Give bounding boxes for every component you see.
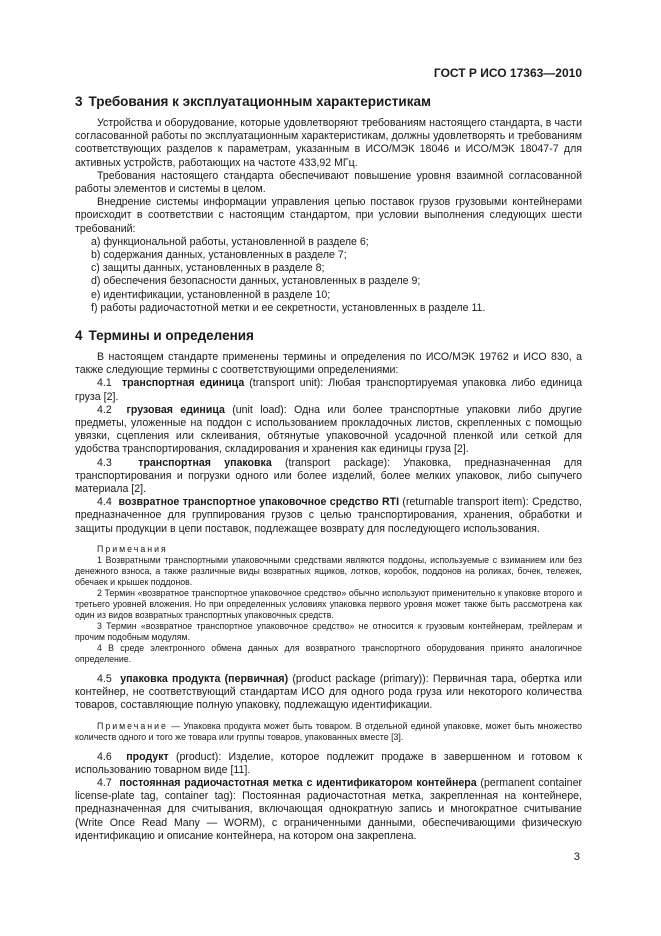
term-4-3 [75, 457, 582, 497]
paragraph: Внедрение системы информации управления цепью поставок грузов грузовыми контейнерами происходит в соответствии с настоящим стандартом, при условии выполнения следующих шести требований: [75, 196, 582, 235]
note-item [75, 721, 582, 743]
term-definition: (permanent container license-plate tag, container tag): Постоянная радиочастотная метка, закрепленная на контейнере, предназначенная для считывания, включающая однократную запись и многократное считывание (Write Once Read Many — WORM), с ограниченными данными, обеспечивающими физическую идентификацию и описание контейнера, на котором она закреплена. [75, 776, 582, 842]
notes-title: Примечания [97, 543, 168, 554]
list-item: b) содержания данных, установленных в разделе 7; [91, 249, 347, 262]
paragraph: Требования настоящего стандарта обеспечивают повышение уровня взаимной согласованной работы элементов и системы в целом. [75, 169, 582, 196]
note-label: Примечание [97, 720, 168, 731]
section-4-heading [75, 327, 582, 345]
term-name: грузовая единица [126, 403, 225, 416]
document-code: ГОСТ Р ИСО 17363—2010 [433, 66, 582, 80]
list-item: d) обеспечения безопасности данных, установленных в разделе 9; [91, 275, 421, 288]
list-item: f) работы радиочастотной метки и ее секретности, установленных в разделе 11. [91, 301, 486, 314]
term-definition: (transport package): Упаковка, предназначенная для транспортирования и погрузки одного или более изделий, более мелких упаковок, либо сыпучего материала [2]. [75, 456, 583, 496]
list-item: e) идентификации, установленной в разделе 10; [91, 288, 331, 301]
note-item: 3 Термин «возвратное транспортное упаковочное средство» не относится к грузовым контейнерам, трейлерам и прочим подобным модулям. [75, 620, 582, 642]
term-definition: (unit load): Одна или более транспортные упаковки либо другие предметы, уложенные на поддон с использованием прокладочных листов, скрепленных с помощью увязки, сцепления или склеивания, обтянутые упаковочной усадочной пленкой или сеткой для удобства транспортирования, складирования и хранения как единицы груза [2]. [75, 403, 583, 456]
term-4-6 [75, 751, 582, 777]
section-title: Термины и определения [88, 328, 254, 344]
list-item: a) функциональной работы, установленной в разделе 6; [91, 235, 369, 248]
term-4-1 [75, 377, 582, 403]
term-name: транспортная упаковка [138, 456, 272, 469]
section-title: Требования к эксплуатационным характеристикам [88, 94, 431, 109]
term-number: 4.4 [97, 496, 112, 509]
section-3-heading [75, 93, 582, 111]
page-content [75, 93, 582, 843]
paragraph: В настоящем стандарте применены термины и определения по ИСО/МЭК 19762 и ИСО 830, а также следующие термины с соответствующими определениями: [75, 351, 582, 377]
term-number: 4.3 [97, 456, 112, 469]
term-name: упаковка продукта (первичная) [120, 672, 289, 685]
requirements-list [75, 236, 582, 315]
note-item: 4 В среде электронного обмена данных для возвратного транспортного оборудования принято аналогичное определение. [75, 642, 582, 664]
term-definition: (transport unit): Любая транспортируемая упаковка либо единица груза [2]. [75, 377, 582, 403]
term-number: 4.7 [97, 776, 112, 789]
notes-block [75, 544, 582, 665]
list-item: c) защиты данных, установленных в разделе 8; [91, 262, 325, 275]
term-4-4 [75, 496, 582, 536]
term-name: возвратное транспортное упаковочное средство RTI [118, 496, 400, 509]
term-definition: (product package (primary)): Первичная тара, обертка или контейнер, не соответствующий стандартам ИСО для одного рода груза или некоторого количества товаров, составляющие полную упаковку, подлежащую идентификации. [75, 672, 583, 712]
term-definition: (returnable transport item): Средство, предназначенное для группирования грузов с целью транспортирования, хранения, обработки и защиты продукции в цепи поставок, подлежащее возврату для последующего использования. [75, 496, 583, 535]
term-number: 4.6 [97, 750, 112, 763]
note-text: — Упаковка продукта может быть товаром. В отдельной единой упаковке, может быть множество количеств одного и того же товара или группы товаров, упакованных вместе [3]. [75, 720, 582, 742]
term-4-7 [75, 777, 582, 843]
note-block [75, 721, 582, 743]
section-number: 4 [75, 328, 83, 344]
term-number: 4.2 [97, 403, 112, 416]
note-item: 2 Термин «возвратное транспортное упаковочное средство» обычно используют применительно к упаковке второго и третьего уровней вложения. Но при определенных условиях упаковка первого уровня может также быть рассмотрена как один из видов возвратных транспортных упаковочных средств. [75, 587, 582, 620]
page-number: 3 [573, 851, 580, 863]
term-name: транспортная единица [121, 377, 245, 390]
term-4-5 [75, 673, 582, 713]
term-name: постоянная радиочастотная метка с идентификатором контейнера [119, 776, 477, 789]
term-number: 4.5 [97, 672, 112, 685]
section-number: 3 [75, 94, 83, 109]
term-definition: (product): Изделие, которое подлежит продаже в завершенном и готовом к использованию товарном виде [11]. [75, 750, 582, 776]
term-4-2 [75, 404, 582, 457]
note-item: 1 Возвратными транспортными упаковочными средствами являются поддоны, используемые с взиманием или без денежного взноса, а также различные виды возвратных ящиков, лотков, коробок, поддонов на роликах, бочек, тележек, обечаек и крышек поддонов. [75, 554, 582, 587]
term-name: продукт [126, 750, 169, 763]
paragraph: Устройства и оборудование, которые удовлетворяют требованиям настоящего стандарта, в части согласованной работы по эксплуатационным характеристикам, должны удовлетворять и требованиям соответствующих разделов к параметрам, указанным в ИСО/МЭК 18046 и ИСО/МЭК 18047-7 для активных устройств, работающих на частоте 433,92 МГц. [75, 117, 582, 169]
term-number: 4.1 [97, 377, 112, 390]
